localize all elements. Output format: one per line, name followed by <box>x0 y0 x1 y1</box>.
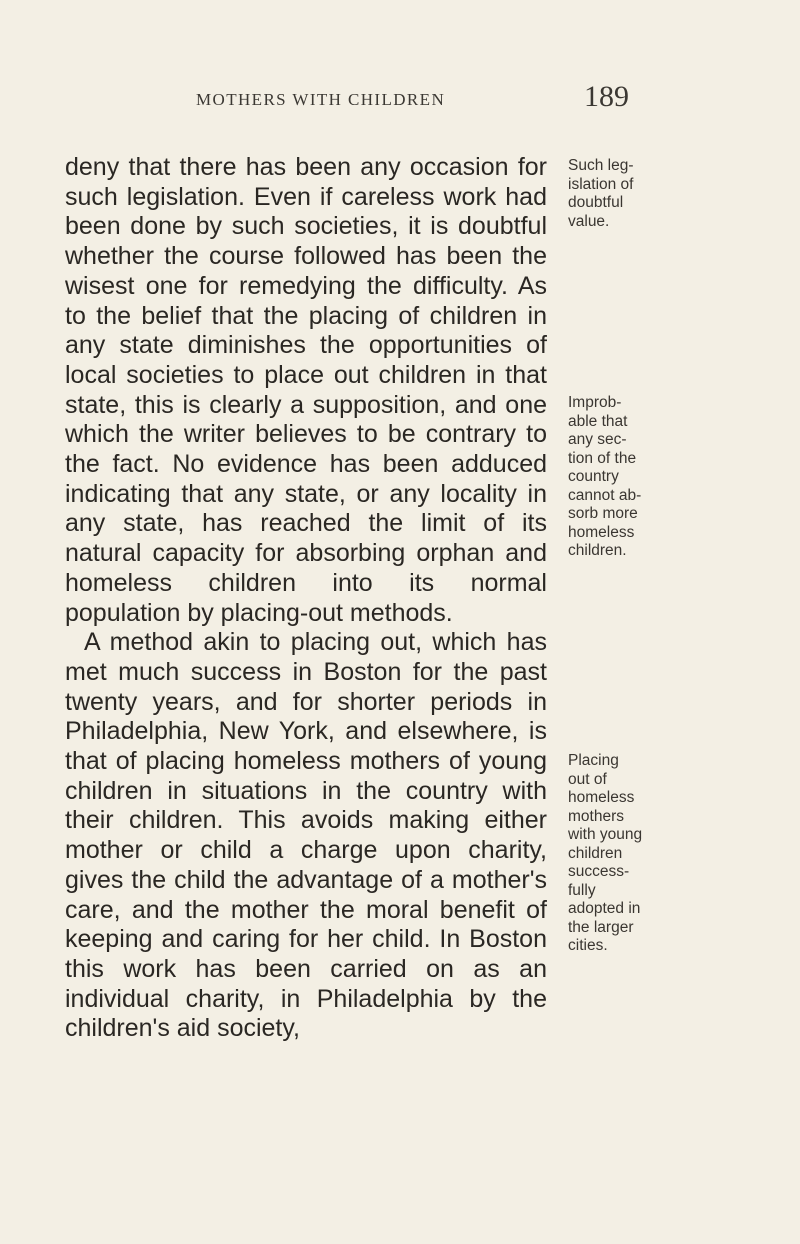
paragraph-1: deny that there has been any occasion for such legislation. Even if careless work had been done by such societies, it is doubtful whether the course followed has been the wisest one for remedying the difficulty. As to the belief that the placing of children in any state diminishes the opportunities of local societies to place out children in that state, this is clearly a supposition, and one which the writer believes to be contrary to the fact. No evidence has been adduced indicating that any state, or any locality in any state, has reached the limit of its natural capacity for absorbing orphan and homeless children into its normal population by placing-out methods. <box>65 153 547 627</box>
running-title: MOTHERS WITH CHILDREN <box>196 90 446 109</box>
margin-note-improbable: Improb- able that any sec- tion of the country cannot ab- sorb more homeless children. <box>568 394 642 559</box>
page-number: 189 <box>584 80 629 113</box>
margin-note-legislation: Such leg- islation of doubtful value. <box>568 157 634 230</box>
margin-note-placing-out: Placing out of homeless mothers with young children success- fully adopted in the larger cities. <box>568 752 643 954</box>
body-text <box>65 153 547 1044</box>
paragraph-2: A method akin to placing out, which has met much success in Boston for the past twenty years, and for shorter periods in Philadelphia, New York, and elsewhere, is that of placing homeless mothers of young children in situations in the country with their children. This avoids making either mother or child a charge upon charity, gives the child the advantage of a mother's care, and the mother the moral benefit of keeping and caring for her child. In Boston this work has been carried on as an individual charity, in Philadelphia by the children's aid society, <box>65 628 547 1043</box>
